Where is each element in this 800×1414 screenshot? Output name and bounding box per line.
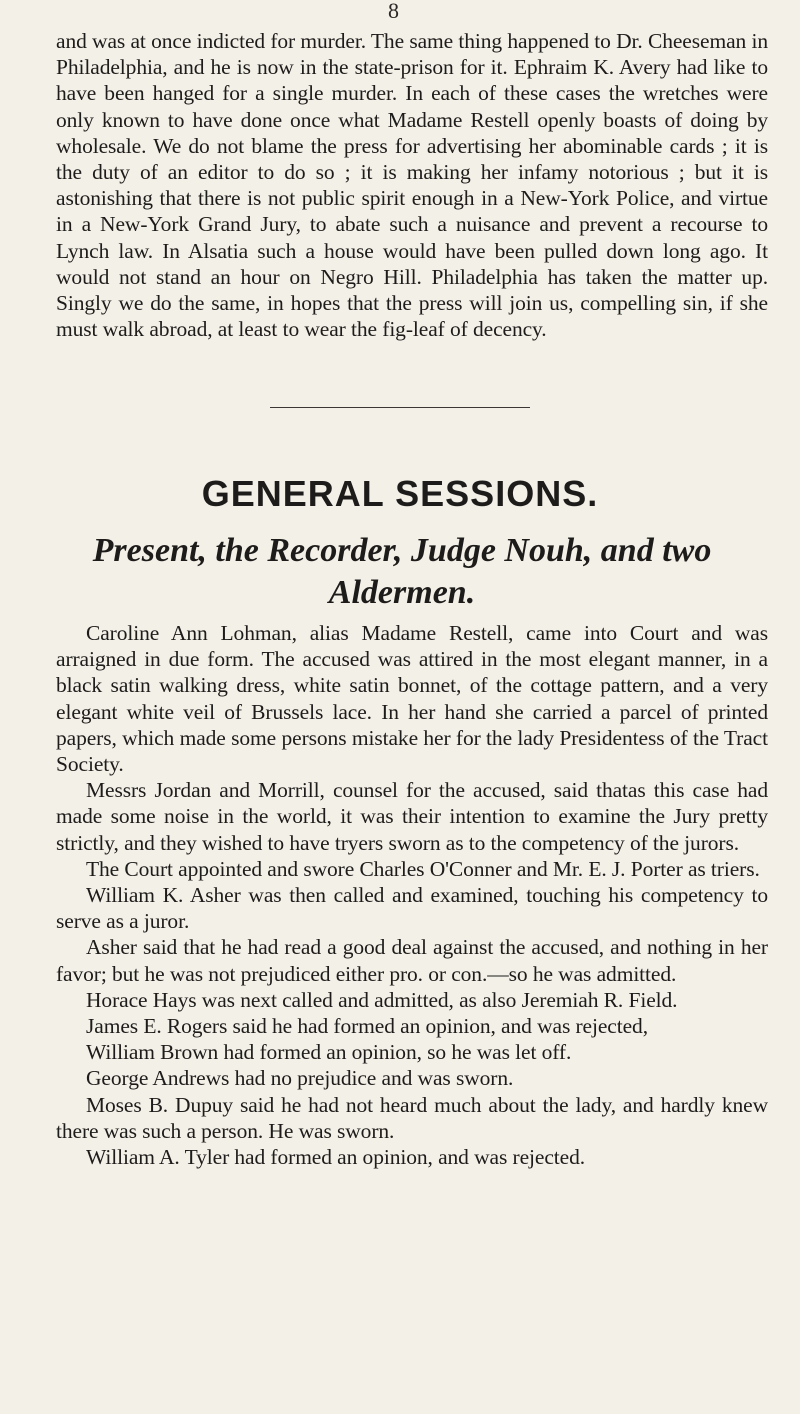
report-paragraph: Horace Hays was next called and admitted, as also Jeremiah R. Field. — [86, 987, 678, 1012]
section-heading: GENERAL SESSIONS. — [201, 473, 599, 514]
court-report — [56, 620, 768, 1170]
page-number: 8 — [388, 0, 399, 23]
section-divider — [270, 407, 530, 408]
report-paragraph: William A. Tyler had formed an opinion, and was rejected. — [86, 1145, 586, 1170]
report-paragraph: Caroline Ann Lohman, alias Madame Restell, came into Court and was arraigned in due form. The accused was attired in the most elegant manner, in a black satin walking dress, white satin bonnet, of the cottage pattern, and a very elegant white veil of Brussels lace. In her hand she carried a parcel of printed papers, which made some persons mistake her for the lady Presidentess of the Tract Society. — [56, 621, 768, 777]
report-paragraph: Moses B. Dupuy said he had not heard much about the lady, and hardly knew there was such a person. He was sworn. — [56, 1092, 768, 1143]
report-paragraph: The Court appointed and swore Charles O'Conner and Mr. E. J. Porter as triers. — [86, 856, 760, 881]
report-paragraph: William K. Asher was then called and examined, touching his competency to serve as a juror. — [56, 883, 768, 934]
section-subheading: Present, the Recorder, Judge Nouh, and two Aldermen. — [92, 532, 712, 611]
opening-paragraph: and was at once indicted for murder. The same thing happened to Dr. Cheeseman in Philadelphia, and he is now in the state-prison for it. Ephraim K. Avery had like to have been hanged for a single murder. In each of these cases the wretches were only known to have done once what Madame Restell openly boasts of doing by wholesale. We do not blame the press for advertising her abominable cards ; it is the duty of an editor to do so ; it is making her infamy notorious ; but it is astonishing that there is not public spirit enough in a New-York Police, and virtue in a New-York Grand Jury, to abate such a nuisance and prevent a recourse to Lynch law. In Alsatia such a house would have been pulled down long ago. It would not stand an hour on Negro Hill. Philadelphia has taken the matter up. Singly we do the same, in hopes that the press will join us, compelling sin, if she must walk abroad, at least to wear the fig-leaf of decency. — [56, 29, 768, 342]
report-paragraph: Messrs Jordan and Morrill, counsel for the accused, said thatas this case had made some noise in the world, it was their intention to examine the Jury pretty strictly, and they wished to have tryers sworn as to the competency of the jurors. — [56, 778, 768, 855]
report-paragraph: James E. Rogers said he had formed an opinion, and was rejected, — [86, 1014, 648, 1039]
opening-section — [56, 28, 768, 342]
report-paragraph: George Andrews had no prejudice and was sworn. — [86, 1066, 514, 1091]
report-paragraph: William Brown had formed an opinion, so he was let off. — [86, 1040, 572, 1065]
report-paragraph: Asher said that he had read a good deal against the accused, and nothing in her favor; but he was not prejudiced either pro. or con.—so he was admitted. — [56, 935, 768, 986]
